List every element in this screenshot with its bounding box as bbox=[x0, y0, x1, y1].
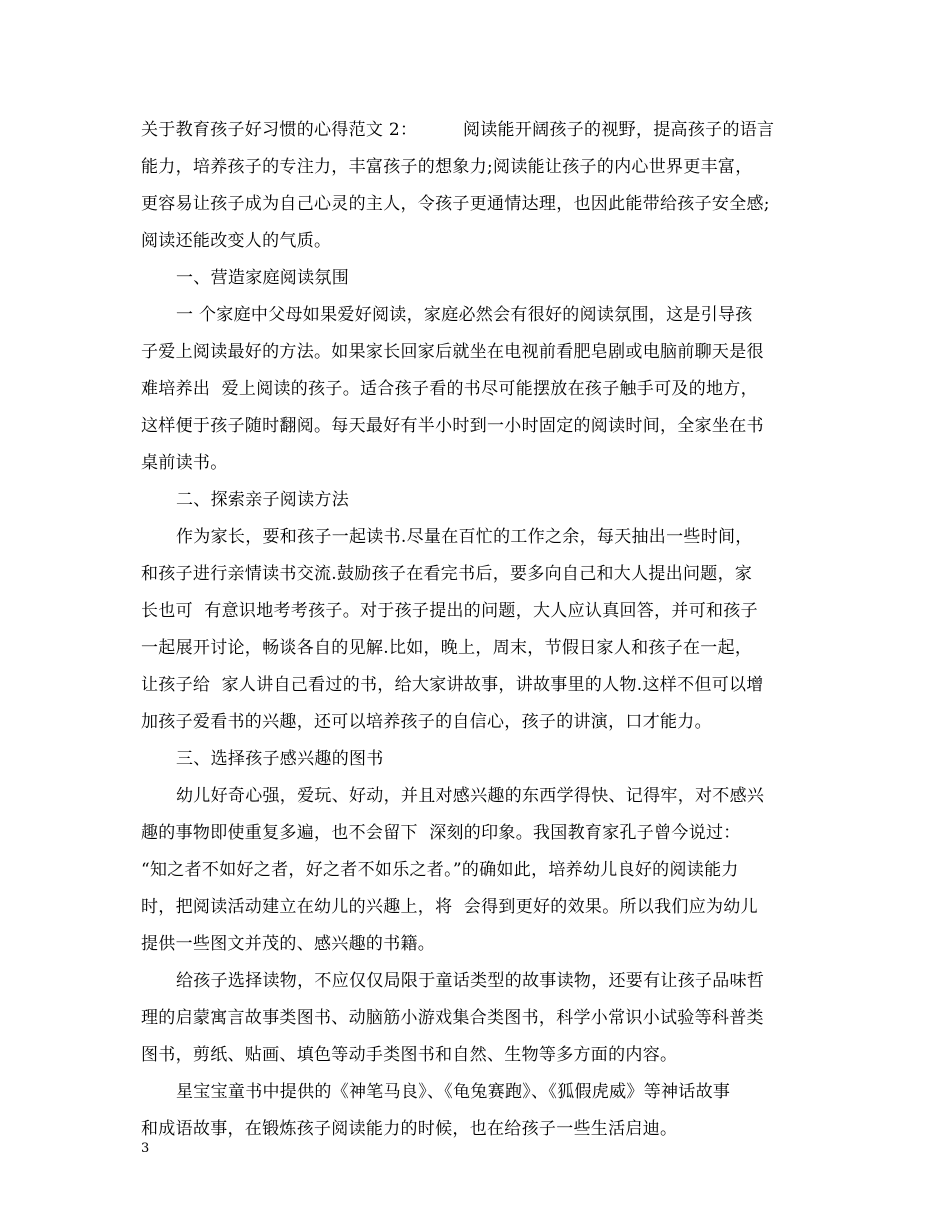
section-heading: 一、营造家庭阅读氛围 bbox=[176, 268, 349, 288]
paragraph-line: 子爱上阅读最好的方法。如果家长回家后就坐在电视前看肥皂剧或电脑前聊天是很 bbox=[141, 342, 764, 362]
paragraph-line: 和成语故事，在锻炼孩子阅读能力的时候，也在给孩子一些生活启迪。 bbox=[141, 1119, 678, 1139]
paragraph-line: 趣的事物即使重复多遍，也不会留下 深刻的印象。我国教育家孔子曾今说过： bbox=[141, 823, 741, 843]
paragraph-line: 加孩子爱看书的兴趣，还可以培养孩子的自信心，孩子的讲演，口才能力。 bbox=[141, 712, 712, 732]
paragraph-line: 阅读还能改变人的气质。 bbox=[141, 231, 332, 251]
paragraph-line: 这样便于孩子随时翻阅。每天最好有半小时到一小时固定的阅读时间，全家坐在书 bbox=[141, 416, 764, 436]
paragraph-line: 难培养出 爱上阅读的孩子。适合孩子看的书尽可能摆放在孩子触手可及的地方， bbox=[141, 379, 758, 399]
paragraph-line: 关于教育孩子好习惯的心得范文 2： 阅读能开阔孩子的视野，提高孩子的语言 bbox=[141, 120, 775, 140]
paragraph-line: 提供一些图文并茂的、感兴趣的书籍。 bbox=[141, 934, 436, 954]
paragraph-line: 时，把阅读活动建立在幼儿的兴趣上，将 会得到更好的效果。所以我们应为幼儿 bbox=[141, 897, 758, 917]
paragraph-line: 更容易让孩子成为自己心灵的主人，令孩子更通情达理，也因此能带给孩子安全感; bbox=[141, 194, 770, 214]
section-heading: 三、选择孩子感兴趣的图书 bbox=[176, 749, 384, 769]
paragraph-line: 一 个家庭中父母如果爱好阅读，家庭必然会有很好的阅读氛围，这是引导孩 bbox=[176, 305, 753, 325]
paragraph-line: 桌前读书。 bbox=[141, 453, 228, 473]
paragraph-line: 幼儿好奇心强，爱玩、好动，并且对感兴趣的东西学得快、记得牢，对不感兴 bbox=[176, 786, 765, 806]
paragraph-line: 长也可 有意识地考考孩子。对于孩子提出的问题，大人应认真回答，并可和孩子 bbox=[141, 601, 758, 621]
paragraph-line: 让孩子给 家人讲自己看过的书，给大家讲故事，讲故事里的人物.这样不但可以增 bbox=[141, 675, 764, 695]
paragraph-line: 图书，剪纸、贴画、填色等动手类图书和自然、生物等多方面的内容。 bbox=[141, 1045, 678, 1065]
paragraph-line: 给孩子选择读物，不应仅仅局限于童话类型的故事读物，还要有让孩子品味哲 bbox=[176, 971, 765, 991]
paragraph-line: “知之者不如好之者，好之者不如乐之者。”的确如此，培养幼儿良好的阅读能力 bbox=[141, 860, 739, 880]
paragraph-line: 理的启蒙寓言故事类图书、动脑筋小游戏集合类图书，科学小常识小试验等科普类 bbox=[141, 1008, 764, 1028]
paragraph-line: 作为家长，要和孩子一起读书.尽量在百忙的工作之余，每天抽出一些时间， bbox=[176, 527, 753, 547]
paragraph-line: 和孩子进行亲情读书交流.鼓励孩子在看完书后，要多向自己和大人提出问题，家 bbox=[141, 564, 753, 584]
page-number: 3 bbox=[141, 1141, 150, 1156]
paragraph-line: 星宝宝童书中提供的《神笔马良》、《龟兔赛跑》、《狐假虎威》等神话故事 bbox=[176, 1082, 731, 1102]
paragraph-line: 能力，培养孩子的专注力，丰富孩子的想象力;阅读能让孩子的内心世界更丰富， bbox=[141, 157, 753, 177]
section-heading: 二、探索亲子阅读方法 bbox=[176, 490, 349, 510]
paragraph-line: 一起展开讨论，畅谈各自的见解.比如，晚上，周末，节假日家人和孩子在一起， bbox=[141, 638, 753, 658]
